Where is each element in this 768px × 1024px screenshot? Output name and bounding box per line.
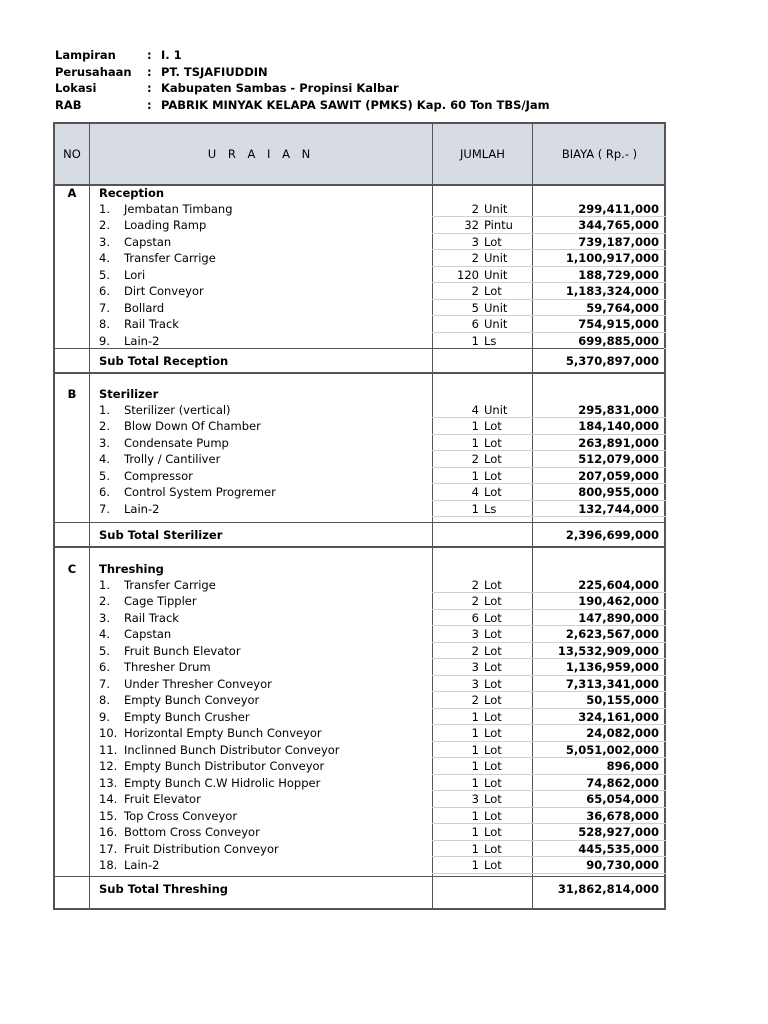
item-no: 12. (99, 759, 118, 773)
item-unit: Lot (484, 709, 502, 724)
item-cost: 445,535,000 (578, 841, 659, 856)
meta-colon: : (147, 97, 152, 112)
item-cost: 74,862,000 (586, 775, 659, 790)
item-qty: 3 (471, 676, 479, 691)
item-qty: 3 (471, 792, 479, 806)
item-name: Lori (124, 267, 146, 282)
item-qty: 1 (471, 825, 479, 839)
item-no: 10. (99, 726, 118, 740)
meta-colon: : (147, 48, 152, 62)
item-unit: Lot (484, 693, 502, 707)
item-cost: 147,890,000 (578, 610, 659, 625)
table-row (55, 626, 664, 643)
item-no: 9. (99, 709, 110, 724)
item-unit: Unit (484, 402, 508, 417)
table-row (55, 201, 664, 218)
table-row (55, 283, 664, 300)
item-qty: 1 (471, 841, 479, 856)
item-name: Horizontal Empty Bunch Conveyor (124, 726, 322, 740)
item-unit: Lot (484, 284, 502, 298)
item-no: 13. (99, 775, 118, 790)
section-title: Threshing (99, 562, 164, 576)
item-qty: 4 (471, 485, 479, 499)
section-divider (55, 372, 664, 374)
item-name: Bollard (124, 300, 165, 315)
item-unit: Lot (484, 726, 502, 740)
item-cost: 36,678,000 (586, 808, 659, 823)
table-row (55, 841, 664, 858)
item-qty: 1 (471, 419, 479, 433)
meta-value: I. 1 (161, 48, 182, 62)
table-row (55, 709, 664, 726)
table-row (55, 857, 664, 874)
item-unit: Lot (484, 468, 502, 483)
item-no: 1. (99, 201, 110, 216)
table-row (55, 808, 664, 825)
item-unit: Unit (484, 201, 508, 216)
item-unit: Lot (484, 792, 502, 806)
item-cost: 896,000 (606, 759, 659, 773)
item-unit: Lot (484, 808, 502, 823)
item-cost: 7,313,341,000 (565, 676, 659, 691)
table-row (55, 501, 664, 518)
item-qty: 3 (471, 660, 479, 674)
item-qty: 3 (471, 234, 479, 249)
item-name: Compressor (124, 468, 193, 483)
meta-row-rab (55, 97, 550, 114)
item-cost: 13,532,909,000 (557, 643, 659, 658)
item-cost: 528,927,000 (578, 825, 659, 839)
item-name: Bottom Cross Conveyor (124, 825, 260, 839)
item-unit: Lot (484, 775, 502, 790)
item-no: 16. (99, 825, 118, 839)
item-no: 4. (99, 251, 110, 265)
item-cost: 207,059,000 (578, 468, 659, 483)
table-row (55, 451, 664, 468)
item-no: 6. (99, 284, 110, 298)
item-name: Blow Down Of Chamber (124, 419, 261, 433)
header-uraian: U R A I A N (207, 147, 315, 161)
row-divider (55, 876, 664, 877)
section-title: Sterilizer (99, 387, 159, 401)
item-qty: 2 (471, 452, 479, 466)
item-cost: 132,744,000 (578, 501, 659, 516)
table-row (55, 418, 664, 435)
cell-divider (432, 873, 666, 874)
item-name: Lain-2 (124, 858, 160, 872)
item-cost: 512,079,000 (578, 452, 659, 466)
item-name: Capstan (124, 627, 172, 641)
header-biaya: BIAYA ( Rp.- ) (561, 147, 638, 161)
item-no: 3. (99, 234, 110, 249)
item-no: 5. (99, 643, 110, 658)
item-qty: 32 (464, 218, 479, 232)
item-name: Dirt Conveyor (124, 284, 204, 298)
section-letter: C (67, 562, 77, 576)
item-qty: 2 (471, 201, 479, 216)
item-unit: Lot (484, 759, 502, 773)
item-name: Inclinned Bunch Distributor Conveyor (124, 742, 340, 757)
item-name: Trolly / Cantiliver (124, 452, 221, 466)
item-unit: Lot (484, 485, 502, 499)
item-cost: 24,082,000 (586, 726, 659, 740)
meta-colon: : (147, 81, 152, 96)
item-qty: 1 (471, 501, 479, 516)
item-unit: Lot (484, 577, 502, 592)
item-name: Empty Bunch C.W Hidrolic Hopper (124, 775, 321, 790)
table-row (55, 402, 664, 419)
item-name: Fruit Bunch Elevator (124, 643, 241, 658)
table-row (55, 316, 664, 333)
item-unit: Ls (484, 333, 497, 348)
table-row (55, 676, 664, 693)
item-cost: 754,915,000 (578, 317, 659, 331)
item-unit: Lot (484, 676, 502, 691)
item-name: Sterilizer (vertical) (124, 402, 231, 417)
item-no: 2. (99, 218, 110, 232)
subtotal-value: 2,396,699,000 (565, 528, 659, 542)
item-cost: 184,140,000 (578, 419, 659, 433)
item-qty: 120 (457, 267, 479, 282)
item-qty: 1 (471, 759, 479, 773)
item-unit: Lot (484, 610, 502, 625)
item-name: Thresher Drum (124, 660, 211, 674)
item-cost: 225,604,000 (578, 577, 659, 592)
item-no: 3. (99, 435, 110, 450)
item-unit: Lot (484, 435, 502, 450)
item-cost: 699,885,000 (578, 333, 659, 348)
table-row (55, 234, 664, 251)
table-row (55, 610, 664, 627)
item-cost: 190,462,000 (578, 594, 659, 608)
item-cost: 1,136,959,000 (565, 660, 659, 674)
item-unit: Pintu (484, 218, 513, 232)
item-cost: 739,187,000 (578, 234, 659, 249)
item-no: 2. (99, 594, 110, 608)
subtotal-label: Sub Total Threshing (99, 882, 229, 896)
item-name: Loading Ramp (124, 218, 207, 232)
item-qty: 3 (471, 627, 479, 641)
item-cost: 299,411,000 (578, 201, 659, 216)
item-cost: 800,955,000 (578, 485, 659, 499)
item-qty: 1 (471, 468, 479, 483)
table-row (55, 643, 664, 660)
meta-colon: : (147, 64, 152, 79)
table-row (55, 593, 664, 610)
item-qty: 1 (471, 333, 479, 348)
table-row (55, 333, 664, 350)
item-unit: Lot (484, 858, 502, 872)
table-row (55, 468, 664, 485)
item-no: 3. (99, 610, 110, 625)
table-row (55, 267, 664, 284)
item-cost: 59,764,000 (586, 300, 659, 315)
subtotal-label: Sub Total Sterilizer (99, 528, 223, 542)
item-qty: 1 (471, 709, 479, 724)
item-no: 8. (99, 693, 110, 707)
table-row (55, 824, 664, 841)
subtotal-label: Sub Total Reception (99, 354, 229, 368)
header-jumlah: JUMLAH (460, 147, 505, 161)
item-name: Lain-2 (124, 501, 160, 516)
item-qty: 6 (471, 610, 479, 625)
item-qty: 1 (471, 858, 479, 872)
table-row (55, 300, 664, 317)
item-name: Empty Bunch Distributor Conveyor (124, 759, 325, 773)
item-cost: 263,891,000 (578, 435, 659, 450)
item-no: 4. (99, 452, 110, 466)
item-unit: Lot (484, 643, 502, 658)
item-cost: 5,051,002,000 (565, 742, 659, 757)
item-unit: Lot (484, 825, 502, 839)
table-row (55, 791, 664, 808)
table-row (55, 725, 664, 742)
item-cost: 324,161,000 (578, 709, 659, 724)
item-name: Rail Track (124, 610, 179, 625)
item-qty: 2 (471, 693, 479, 707)
meta-row-lokasi (55, 80, 550, 97)
item-unit: Lot (484, 234, 502, 249)
table-row (55, 692, 664, 709)
table-row (55, 435, 664, 452)
item-qty: 2 (471, 643, 479, 658)
row-divider (55, 348, 664, 349)
section-letter: A (67, 186, 77, 200)
item-qty: 1 (471, 435, 479, 450)
meta-row-lampiran (55, 47, 550, 64)
item-unit: Unit (484, 251, 508, 265)
item-no: 7. (99, 501, 110, 516)
item-name: Under Thresher Conveyor (124, 676, 272, 691)
section-letter: B (67, 387, 77, 401)
item-unit: Lot (484, 841, 502, 856)
item-unit: Unit (484, 317, 508, 331)
item-unit: Ls (484, 501, 497, 516)
item-no: 9. (99, 333, 110, 348)
item-cost: 65,054,000 (586, 792, 659, 806)
item-unit: Lot (484, 660, 502, 674)
item-no: 1. (99, 402, 110, 417)
item-cost: 50,155,000 (586, 693, 659, 707)
item-no: 7. (99, 676, 110, 691)
meta-label: Lokasi (55, 81, 97, 96)
item-unit: Unit (484, 300, 508, 315)
item-no: 15. (99, 808, 118, 823)
item-name: Lain-2 (124, 333, 160, 348)
table-row (55, 775, 664, 792)
meta-label: RAB (55, 97, 82, 112)
header-no: NO (63, 147, 81, 161)
row-divider (55, 522, 664, 523)
table-row (55, 659, 664, 676)
item-name: Transfer Carrige (124, 251, 216, 265)
item-name: Condensate Pump (124, 435, 229, 450)
table-row (55, 758, 664, 775)
item-qty: 1 (471, 726, 479, 740)
item-name: Transfer Carrige (124, 577, 216, 592)
item-name: Empty Bunch Conveyor (124, 693, 260, 707)
table-row (55, 742, 664, 759)
item-qty: 2 (471, 284, 479, 298)
item-no: 5. (99, 468, 110, 483)
item-name: Control System Progremer (124, 485, 276, 499)
item-name: Rail Track (124, 317, 179, 331)
item-no: 4. (99, 627, 110, 641)
section-title: Reception (99, 186, 165, 200)
item-unit: Lot (484, 627, 502, 641)
section-divider (55, 546, 664, 548)
item-no: 8. (99, 317, 110, 331)
item-no: 18. (99, 858, 118, 872)
table-row (55, 577, 664, 594)
cost-table (53, 122, 666, 910)
document-meta (55, 47, 550, 113)
item-unit: Unit (484, 267, 508, 282)
item-name: Jembatan Timbang (124, 201, 233, 216)
item-cost: 90,730,000 (586, 858, 659, 872)
table-row (55, 250, 664, 267)
item-no: 2. (99, 419, 110, 433)
item-cost: 1,100,917,000 (565, 251, 659, 265)
item-no: 6. (99, 485, 110, 499)
subtotal-value: 31,862,814,000 (557, 882, 659, 896)
item-qty: 2 (471, 594, 479, 608)
item-unit: Lot (484, 452, 502, 466)
item-no: 14. (99, 792, 118, 806)
item-no: 6. (99, 660, 110, 674)
meta-value: Kabupaten Sambas - Propinsi Kalbar (161, 81, 399, 96)
item-no: 11. (99, 742, 118, 757)
item-qty: 1 (471, 775, 479, 790)
item-qty: 1 (471, 808, 479, 823)
item-cost: 2,623,567,000 (565, 627, 659, 641)
item-unit: Lot (484, 419, 502, 433)
item-cost: 1,183,324,000 (565, 284, 659, 298)
item-no: 1. (99, 577, 110, 592)
item-cost: 188,729,000 (578, 267, 659, 282)
item-qty: 1 (471, 742, 479, 757)
subtotal-value: 5,370,897,000 (565, 354, 659, 368)
item-no: 7. (99, 300, 110, 315)
table-row (55, 484, 664, 501)
item-name: Capstan (124, 234, 172, 249)
item-qty: 4 (471, 402, 479, 417)
item-name: Top Cross Conveyor (124, 808, 238, 823)
meta-value: PT. TSJAFIUDDIN (161, 64, 268, 79)
cell-divider (432, 516, 666, 517)
meta-row-perusahaan (55, 64, 550, 81)
item-name: Fruit Elevator (124, 792, 201, 806)
item-qty: 5 (471, 300, 479, 315)
item-name: Cage Tippler (124, 594, 197, 608)
item-no: 5. (99, 267, 110, 282)
item-qty: 2 (471, 577, 479, 592)
item-name: Empty Bunch Crusher (124, 709, 250, 724)
meta-label: Lampiran (55, 48, 116, 62)
item-cost: 344,765,000 (578, 218, 659, 232)
item-no: 17. (99, 841, 118, 856)
item-qty: 2 (471, 251, 479, 265)
table-header (55, 124, 664, 186)
item-unit: Lot (484, 742, 502, 757)
item-cost: 295,831,000 (578, 402, 659, 417)
table-row (55, 217, 664, 234)
meta-label: Perusahaan (55, 64, 132, 79)
meta-value: PABRIK MINYAK KELAPA SAWIT (PMKS) Kap. 60 Ton TBS/Jam (161, 97, 550, 112)
item-qty: 6 (471, 317, 479, 331)
item-name: Fruit Distribution Conveyor (124, 841, 279, 856)
item-unit: Lot (484, 594, 502, 608)
